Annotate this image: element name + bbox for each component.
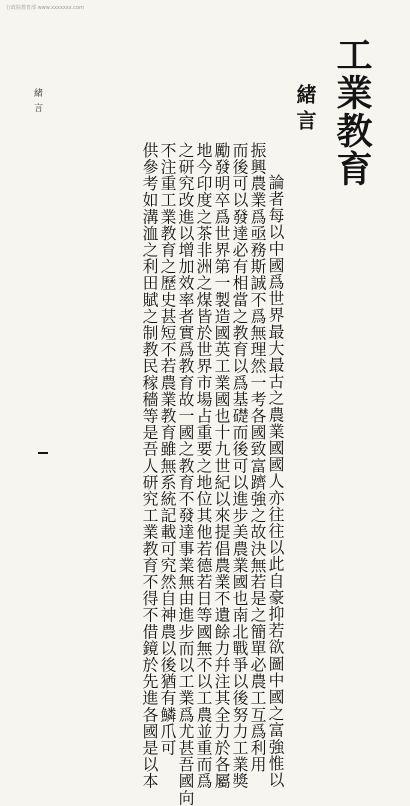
running-head: 緒言 (32, 88, 42, 118)
watermark-text: 行政院教育部 www.xxxxxxx.com (6, 5, 84, 11)
body-text (52, 142, 285, 806)
text-column: 不注重工業教育之歷史甚短不若農業教育雖無系統記載可究然自神農以後猶有鱗爪可 (158, 142, 177, 757)
text-column: 供參考如溝洫之利田賦之制教民稼穡等是吾人研究工業教育不得不借鏡於先進各國是以本 (140, 142, 159, 790)
text-column: 勵發明卒爲世界第一製造國英工業國也十九世紀以來提倡農業不遺餘力幷注其全力於各屬 (212, 142, 231, 790)
text-column: 論者每以中國爲世界最大最古之農業國國人亦往往以此自豪抑若欲圖中國之富強惟以 (266, 174, 285, 789)
text-column: 振興農業爲亟務斯誠不爲無理然一考各國致富躋強之故決無若是之簡單必農工互爲利用 (248, 142, 267, 773)
section-heading: 緒言 (293, 84, 317, 136)
chapter-title: 工業教育 (331, 36, 373, 188)
text-column: 而後可以發達必有相當之教育以爲基礎而後可以進步美農業國也南北戰爭以後努力工業獎 (230, 142, 249, 790)
page-number (38, 452, 48, 454)
text-column: 之研究改進以增加效率者實爲教育故一國之教育不發達事業無由進步而以工業爲尤甚吾國向 (176, 142, 195, 806)
text-column: 地今印度之茶非洲之煤皆於世界市場占重要之地位其他若德若日等國無不以工農並重而爲 (194, 142, 213, 790)
